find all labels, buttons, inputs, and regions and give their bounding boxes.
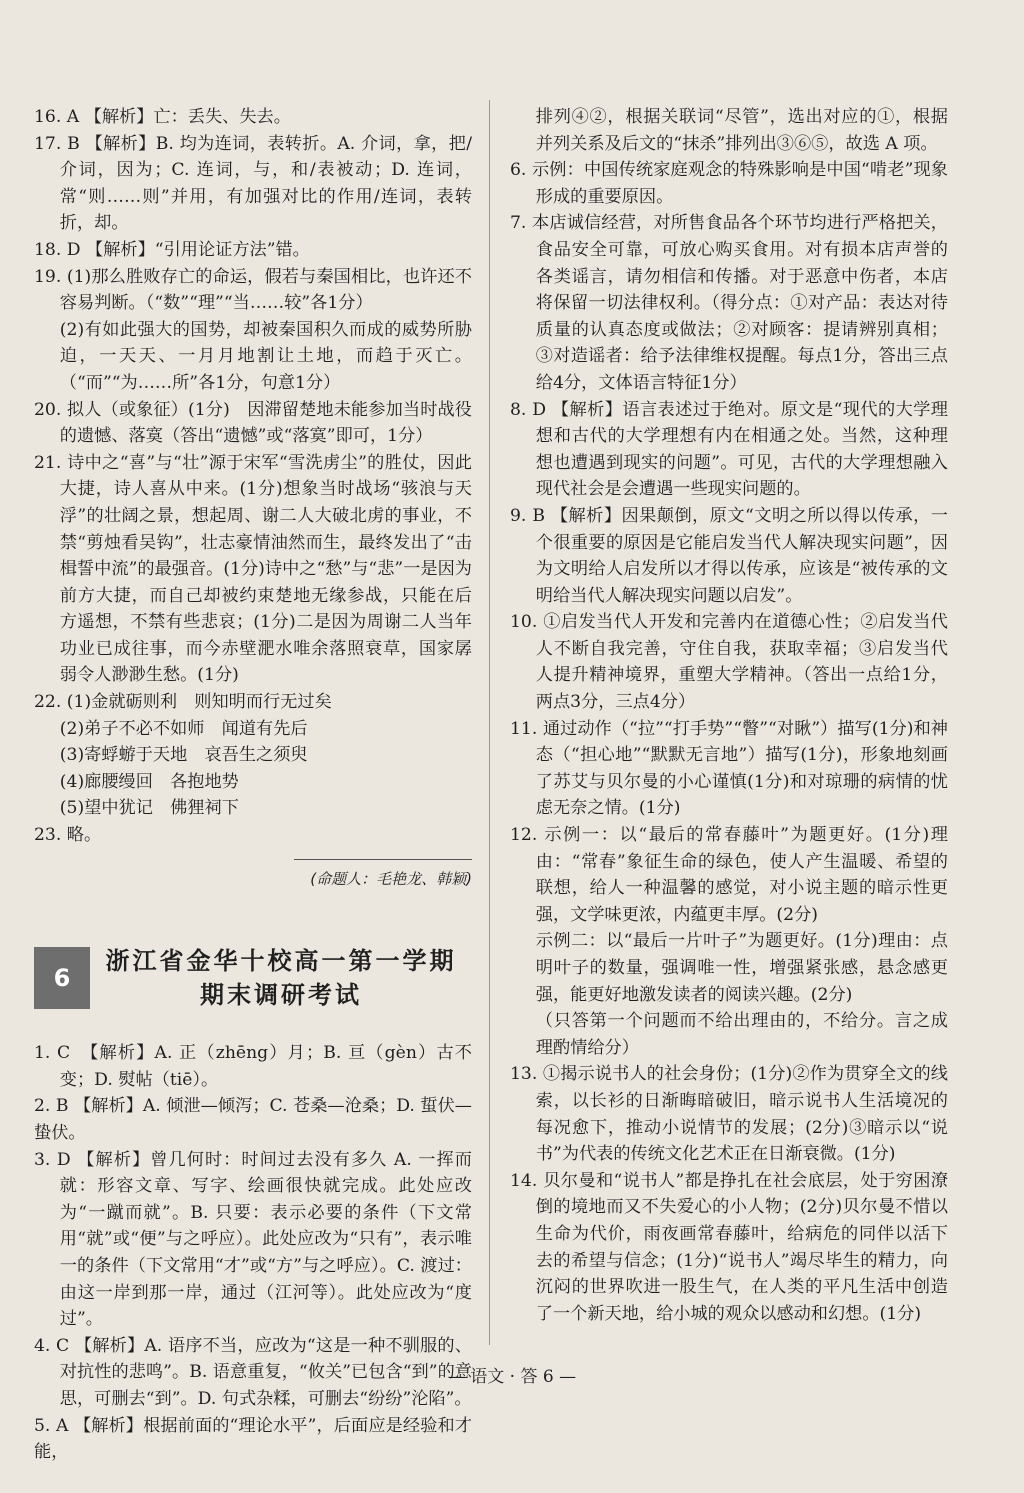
section-title-line2: 期末调研考试 [200, 981, 362, 1010]
answer-paragraph: 21. 诗中之“喜”与“壮”源于宋军“雪洗虏尘”的胜仗，因此大捷，诗人喜从中来。(1分)想象当时战场“骇浪与天浮”的壮阔之景，想起周、谢二人大破北虏的事业，不禁“剪烛看吴钩”，壮志豪情油然而生，最终发出了“击楫誓中流”的最强音。(1分)诗中之“愁”与“悲”一是因为前方大捷，而自己却被约束楚地无缘参战，只能在后方遥想，不禁有些悲哀；(1分)二是因为周谢二人当年功业已成往事，而今赤壁淝水唯余落照衰草，国家孱弱令人渺渺生愁。(1分) [34, 452, 472, 686]
answer-paragraph: 23. 略。 [34, 825, 102, 846]
answer-paragraph: 6. 示例：中国传统家庭观念的特殊影响是中国“啃老”现象形成的重要原因。 [510, 160, 948, 207]
right-column [510, 104, 948, 1327]
answer-paragraph: （只答第一个问题而不给出理由的，不给分。言之成理酌情给分） [535, 1011, 948, 1058]
answer-paragraph: (5)望中犹记 佛狸祠下 [59, 798, 239, 819]
answer-paragraph: (2)弟子不必不如师 闻道有先后 [59, 718, 308, 739]
page-footer: — 语文 · 答 6 — [447, 1367, 577, 1387]
answer-paragraph: 1. C 【解析】A. 正（zhēng）月；B. 亘（gèn）古不变；D. 熨帖（tiē）。 [34, 1043, 472, 1090]
right-answers [510, 104, 948, 1327]
left-answers-bottom [34, 1040, 472, 1466]
answer-paragraph: 3. D 【解析】曾几何时：时间过去没有多久 A. 一挥而就：形容文章、写字、绘画很快就完成。此处应改为“一蹴而就”。B. 只要：表示必要的条件（下文常用“就”或“便”与之呼应）。此处应改为“只有”，表示唯一的条件（下文常用“才”或“方”与之呼应）。C. 渡过：由这一岸到那一岸，通过（江河等）。此处应改为“度过”。 [34, 1149, 472, 1330]
answer-paragraph: 11. 通过动作（“拉”“打手势”“瞥”“对瞅”）描写(1分)和神态（“担心地”“默默无言地”）描写(1分)，形象地刻画了苏艾与贝尔曼的小心谨慎(1分)和对琼珊的病情的忧虑无奈之情。(1分) [510, 718, 948, 819]
answer-paragraph: 2. B 【解析】A. 倾泄—倾泻；C. 苍桑—沧桑；D. 蜇伏—蛰伏。 [34, 1096, 472, 1143]
answer-paragraph: 19. (1)那么胜败存亡的命运，假若与秦国相比，也许还不容易判断。（“数”“理”“当……较”各1分） [34, 266, 472, 314]
answer-paragraph: 13. ①揭示说书人的社会身份；(1分)②作为贯穿全文的线索，以长衫的日渐晦暗破旧，暗示说书人生活境况的每况愈下，推动小说情节的发展；(2分)③暗示以“说书”为代表的传统文化艺术正在日渐衰微。(1分) [510, 1064, 948, 1165]
answer-paragraph: 8. D 【解析】语言表述过于绝对。原文是“现代的大学理想和古代的大学理想有内在相通之处。当然，这种理想也遭遇到现实的问题”。可见，古代的大学理想融入现代社会是会遭遇一些现实问题的。 [510, 399, 948, 500]
answer-paragraph: 14. 贝尔曼和“说书人”都是挣扎在社会底层，处于穷困潦倒的境地而又不失爱心的小人物；(2分)贝尔曼不惜以生命为代价，雨夜画常春藤叶，给病危的同伴以活下去的希望与信念；(1分)“说书人”竭尽毕生的精力，向沉闷的世界吹进一股生气，在人类的平凡生活中创造了一个新天地，给小城的观众以感动和幻想。(1分) [510, 1170, 948, 1324]
answer-paragraph: 12. 示例一：以“最后的常春藤叶”为题更好。(1分)理由：“常春”象征生命的绿色，使人产生温暖、希望的联想，给人一种温馨的感觉，对小说主题的暗示性更强，文学味更浓，内蕴更丰厚。(2分) [510, 825, 948, 925]
left-answers-top [34, 104, 472, 849]
answer-paragraph: 16. A 【解析】亡：丢失、失去。 [34, 107, 291, 127]
answer-paragraph: (4)廊腰缦回 各抱地势 [59, 771, 239, 792]
answer-paragraph: 17. B 【解析】B. 均为连词，表转折。A. 介词，拿，把/介词，因为；C. 连词，与，和/表被动；D. 连词，常“则……则”并用，有加强对比的作用/连词，表转折，却。 [34, 133, 472, 234]
section-title [90, 944, 472, 1012]
answer-paragraph: 10. ①启发当代人开发和完善内在道德心性；②启发当代人不断自我完善，守住自我，获取幸福；③启发当代人提升精神境界，重塑大学精神。（答出一点给1分，两点3分，三点4分） [510, 612, 948, 713]
credit-rule [294, 859, 472, 860]
answer-paragraph: (3)寄蜉蝣于天地 哀吾生之须臾 [59, 745, 308, 766]
answer-paragraph: (2)有如此强大的国势，却被秦国积久而成的威势所胁迫，一天天、一月月地割让土地，而趋于灭亡。（“而”“为……所”各1分，句意1分） [59, 319, 472, 393]
left-column [34, 104, 472, 1466]
answer-paragraph: 4. C 【解析】A. 语序不当，应改为“这是一种不驯服的、对抗性的悲鸣”。B. 语意重复，“攸关”已包含“到”的意思，可删去“到”。D. 句式杂糅，可删去“纷纷”沦陷”。 [34, 1335, 472, 1409]
column-divider [489, 100, 490, 1345]
section-title-line1: 浙江省金华十校高一第一学期 [105, 947, 457, 976]
answer-paragraph: 22. (1)金就砺则利 则知明而行无过矣 [34, 692, 332, 713]
answer-paragraph: 18. D 【解析】“引用论证方法”错。 [34, 239, 310, 260]
credit-line: (命题人：毛艳龙、韩颖) [310, 869, 472, 888]
answer-paragraph: 7. 本店诚信经营，对所售食品各个环节均进行严格把关，食品安全可靠，可放心购买食用。对有损本店声誉的各类谣言，请勿相信和传播。对于恶意中伤者，本店将保留一切法律权利。（得分点：①对产品：表达对待质量的认真态度或做法；②对顾客：提请辨别真相；③对造谣者：给予法律维权提醒。每点1分，答出三点给4分，文体语言特征1分） [510, 213, 948, 393]
section-number-badge: 6 [34, 947, 90, 1009]
answer-paragraph: 9. B 【解析】因果颠倒，原文“文明之所以得以传承，一个很重要的原因是它能启发当代人解决现实问题”，因为文明给人启发所以才得以传承，应该是“被传承的文明给当代人解决现实问题以启发”。 [510, 505, 948, 606]
answer-paragraph: 5. A 【解析】根据前面的“理论水平”，后面应是经验和才能， [34, 1415, 472, 1463]
answer-paragraph: 示例二：以“最后一片叶子”为题更好。(1分)理由：点明叶子的数量，强调唯一性，增强紧张感，悬念感更强，能更好地激发读者的阅读兴趣。(2分) [535, 931, 948, 1005]
answer-paragraph: 20. 拟人（或象征）(1分) 因滞留楚地未能参加当时战役的遗憾、落寞（答出“遗憾”或“落寞”即可，1分） [34, 399, 472, 447]
section-header [34, 936, 472, 1020]
answer-paragraph: 排列④②，根据关联词“尽管”，选出对应的①，根据并列关系及后文的“抹杀”排列出③⑥⑤，故选 A 项。 [535, 107, 948, 154]
